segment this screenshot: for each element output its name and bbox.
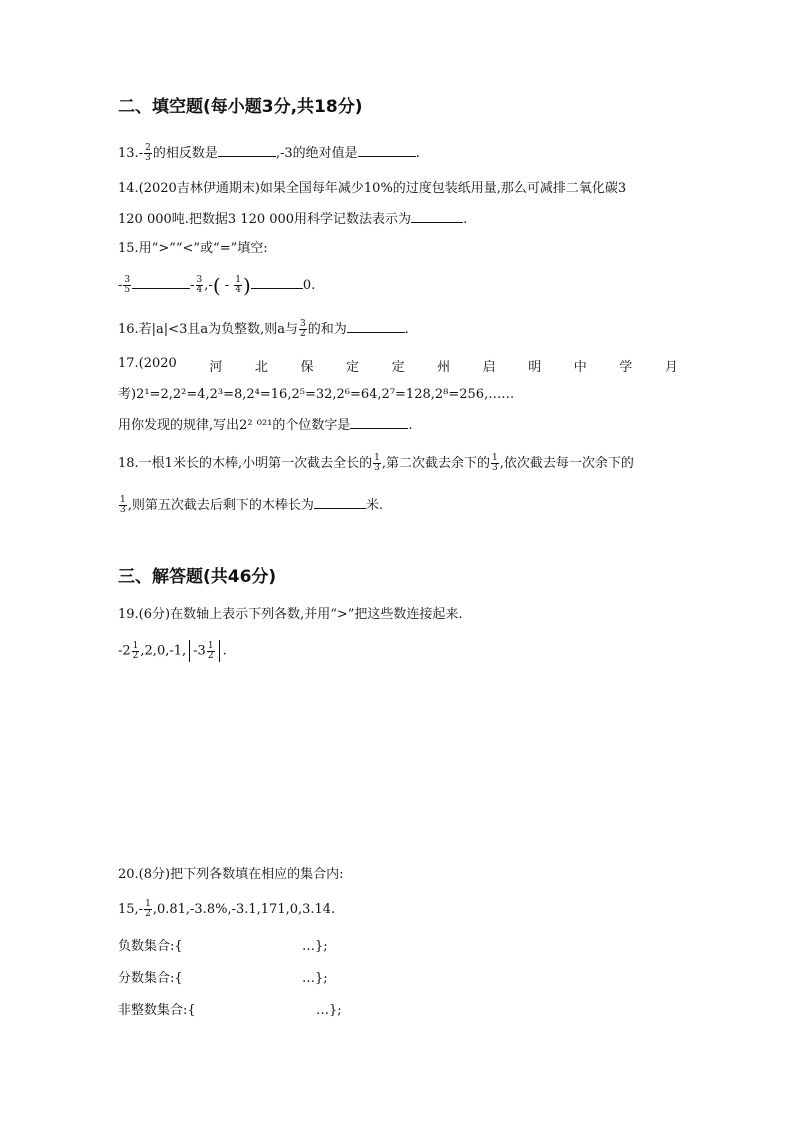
question-13 [118, 144, 420, 163]
q15-frac-c-den: 4 [235, 285, 242, 295]
q18-frac-3 [119, 496, 127, 515]
question-15-line-1: 15.用“>”“<”或“=”填空: [118, 241, 268, 256]
q18-text-a: 18.一根1米长的木棒,小明第一次截去全长的 [118, 456, 373, 471]
q18-text-c: ,依次截去每一次余下的 [499, 456, 634, 471]
q15-frac-b-den: 4 [196, 285, 203, 295]
q18-frac-1 [373, 454, 381, 473]
negative-set-end: …}; [302, 939, 328, 954]
abs-bar-left [189, 640, 190, 662]
q17-part: 河 [209, 360, 223, 375]
question-16 [118, 320, 409, 339]
q17-part: 月 [664, 360, 678, 375]
q20-frac-num: 1 [145, 899, 151, 909]
q18-frac-den: 3 [374, 463, 380, 473]
q16-blank[interactable] [347, 320, 405, 333]
q15-blank-2[interactable] [251, 276, 303, 289]
q20-fraction [144, 900, 152, 919]
fraction-set-end: …}; [302, 971, 328, 986]
q15-frac-a-num: 3 [124, 275, 131, 285]
q16-text-b: 的和为 [307, 322, 347, 337]
q20-nums-a: 15,- [118, 902, 144, 917]
non-integer-set-label: 非整数集合:{ [118, 1003, 196, 1018]
q13-fraction [144, 144, 152, 163]
q18-frac-2 [491, 454, 499, 473]
question-14-line-1: 14.(2020吉林伊通期末)如果全国每年减少10%的过度包装纸用量,那么可减排二氧化碳3 [118, 181, 627, 196]
q17-part: 定 [391, 360, 405, 375]
question-20-line-2 [118, 900, 335, 919]
q13-text-a: 的相反数是 [152, 146, 218, 161]
q14-line-2-text: 120 000吨.把数据3 120 000用科学记数法表示为 [118, 212, 412, 227]
q15-frac-b [196, 276, 204, 295]
q17-part: 17.(2020 [118, 356, 177, 371]
q16-end: . [404, 322, 409, 337]
q17-end: . [408, 418, 413, 433]
q16-text-a: 16.若|a|<3且a为负整数,则a与 [118, 322, 298, 337]
q20-frac-den: 2 [145, 909, 151, 919]
q17-part: 中 [573, 360, 587, 375]
q15-frac-c [234, 276, 242, 295]
q14-end: . [463, 212, 468, 227]
question-17-line-1 [118, 356, 678, 375]
section-3-title: 三、解答题(共46分) [118, 567, 277, 587]
q19-a: -2 [118, 643, 131, 659]
q18-frac-den: 3 [491, 463, 498, 473]
negative-set-label: 负数集合:{ [118, 939, 183, 954]
q18-frac-num: 1 [374, 453, 380, 463]
q18-blank[interactable] [314, 496, 366, 509]
abs-bar-right [219, 640, 220, 662]
q13-blank-1[interactable] [218, 144, 276, 157]
q18-text-e: 米. [365, 498, 384, 513]
q14-blank[interactable] [411, 210, 463, 223]
q13-blank-2[interactable] [358, 144, 416, 157]
q18-frac-num: 1 [120, 495, 126, 505]
q17-part: 定 [346, 360, 360, 375]
q13-frac-denominator: 3 [145, 153, 151, 163]
q18-frac-den: 3 [120, 505, 126, 515]
q19-end: . [222, 643, 227, 659]
question-17-line-3 [118, 416, 413, 435]
q15-frac-a [123, 276, 131, 295]
q13-end: . [415, 146, 420, 161]
q17-part: 州 [437, 360, 451, 375]
q19-frac-abs-num: 1 [207, 640, 214, 651]
q15-frac-c-num: 1 [235, 275, 242, 285]
q19-frac-abs-den: 2 [207, 650, 214, 661]
question-17-line-2: 考)2¹=2,2²=4,2³=8,2⁴=16,2⁵=32,2⁶=64,2⁷=128,2⁸=256,…… [118, 387, 515, 402]
q13-sign: - [138, 146, 144, 161]
section-2-title: 二、填空题(每小题3分,共18分) [118, 97, 363, 117]
q18-frac-num: 1 [491, 453, 498, 463]
q17-part: 北 [254, 360, 268, 375]
q15-frac-a-den: 5 [124, 285, 131, 295]
q15-frac-b-num: 3 [196, 275, 203, 285]
q19-frac-a [132, 642, 140, 661]
question-18-line-1 [118, 454, 634, 473]
q15-blank-1[interactable] [132, 276, 190, 289]
question-14-line-2 [118, 210, 467, 229]
q16-frac-den: 2 [299, 329, 306, 339]
fraction-set-label: 分数集合:{ [118, 971, 183, 986]
q17-line-3-text: 用你发现的规律,写出2² ⁰²¹的个位数字是 [118, 418, 351, 433]
q13-text-b: ,-3的绝对值是 [275, 146, 358, 161]
q13-number: 13. [118, 146, 139, 161]
q19-frac-a-num: 1 [132, 640, 139, 651]
q15-tail: 0. [302, 278, 316, 293]
q19-frac-a-den: 2 [132, 650, 139, 661]
q17-part: 明 [528, 360, 542, 375]
q17-part: 学 [619, 360, 633, 375]
question-19-line-2 [118, 640, 227, 662]
q19-frac-abs [207, 642, 215, 661]
q17-part: 保 [300, 360, 314, 375]
question-20-line-1: 20.(8分)把下列各数填在相应的集合内: [118, 867, 344, 882]
q18-text-b: ,第二次截去余下的 [381, 456, 490, 471]
q17-blank[interactable] [350, 416, 408, 429]
question-15-line-2: - $\frac{3}{5}$ - $\frac{3}{4}$ ,-( - $\frac{1}{4}$ ) 0. [118, 273, 316, 298]
non-integer-set-end: …}; [316, 1003, 342, 1018]
q16-frac-num: 3 [299, 319, 306, 329]
q19-b: ,2,0,-1, [140, 643, 187, 659]
q18-text-d: ,则第五次截去后剩下的木棒长为 [127, 498, 314, 513]
question-19-line-1: 19.(6分)在数轴上表示下列各数,并用“>”把这些数连接起来. [118, 607, 463, 622]
q17-part: 启 [482, 360, 496, 375]
question-18-line-2 [118, 496, 383, 515]
q19-abs-inner: -3 [193, 643, 206, 659]
q13-frac-numerator: 2 [145, 143, 151, 153]
q16-fraction [299, 320, 307, 339]
q20-nums-b: ,0.81,-3.8%,-3.1,171,0,3.14. [152, 902, 336, 917]
